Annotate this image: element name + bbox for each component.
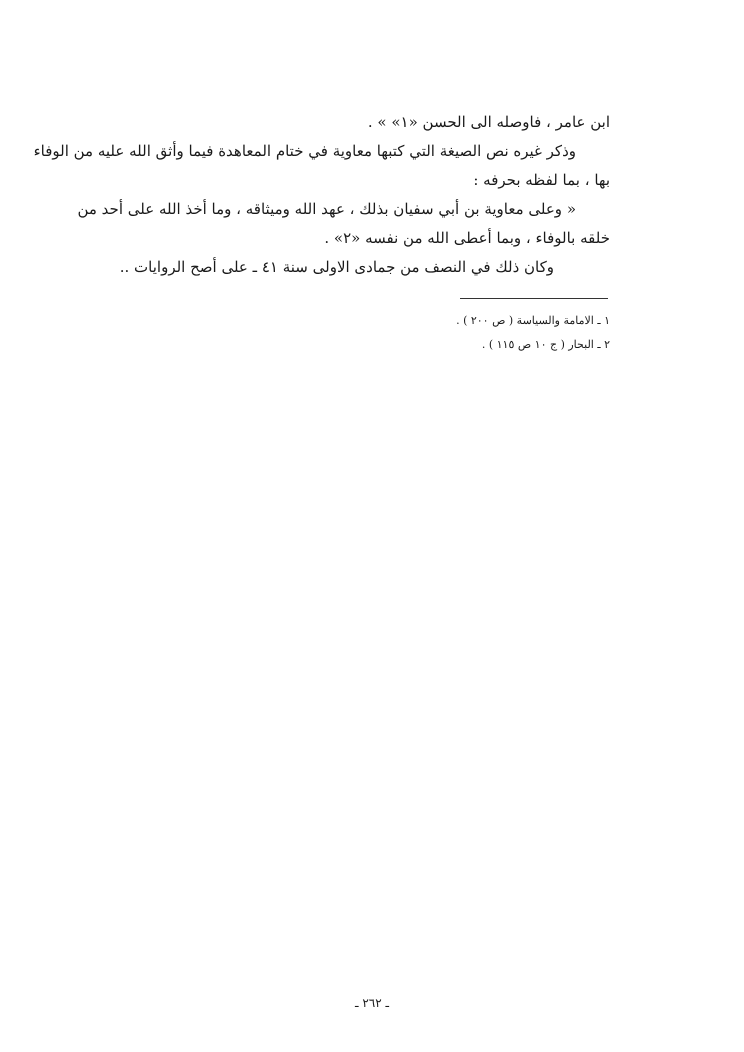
footnote-1: ١ ـ الامامة والسياسة ( ص ٢٠٠ ) . <box>456 314 610 327</box>
footnotes <box>310 309 610 357</box>
page-number: ـ ٢٦٢ ـ <box>354 996 390 1010</box>
text-line-1: ابن عامر ، فاوصله الى الحسن «١» » . <box>367 113 610 131</box>
main-text <box>33 108 610 282</box>
footnote-2: ٢ ـ البحار ( ج ١٠ ص ١١٥ ) . <box>481 338 610 351</box>
text-line-3: بها ، بما لفظه بحرفه : <box>473 171 610 189</box>
text-line-6: وكان ذلك في النصف من جمادى الاولى سنة ٤١ ـ على أصح الروايات .. <box>119 258 554 276</box>
text-line-5: خلقه بالوفاء ، وبما أعطى الله من نفسه «٢» . <box>324 229 610 247</box>
text-line-2: وذكر غيره نص الصيغة التي كتبها معاوية في ختام المعاهدة فيما وأثق الله عليه من الوفاء <box>33 142 576 160</box>
footnote-separator <box>460 298 608 299</box>
text-line-4: « وعلى معاوية بن أبي سفيان بذلك ، عهد الله وميثاقه ، وما أخذ الله على أحد من <box>77 200 576 218</box>
